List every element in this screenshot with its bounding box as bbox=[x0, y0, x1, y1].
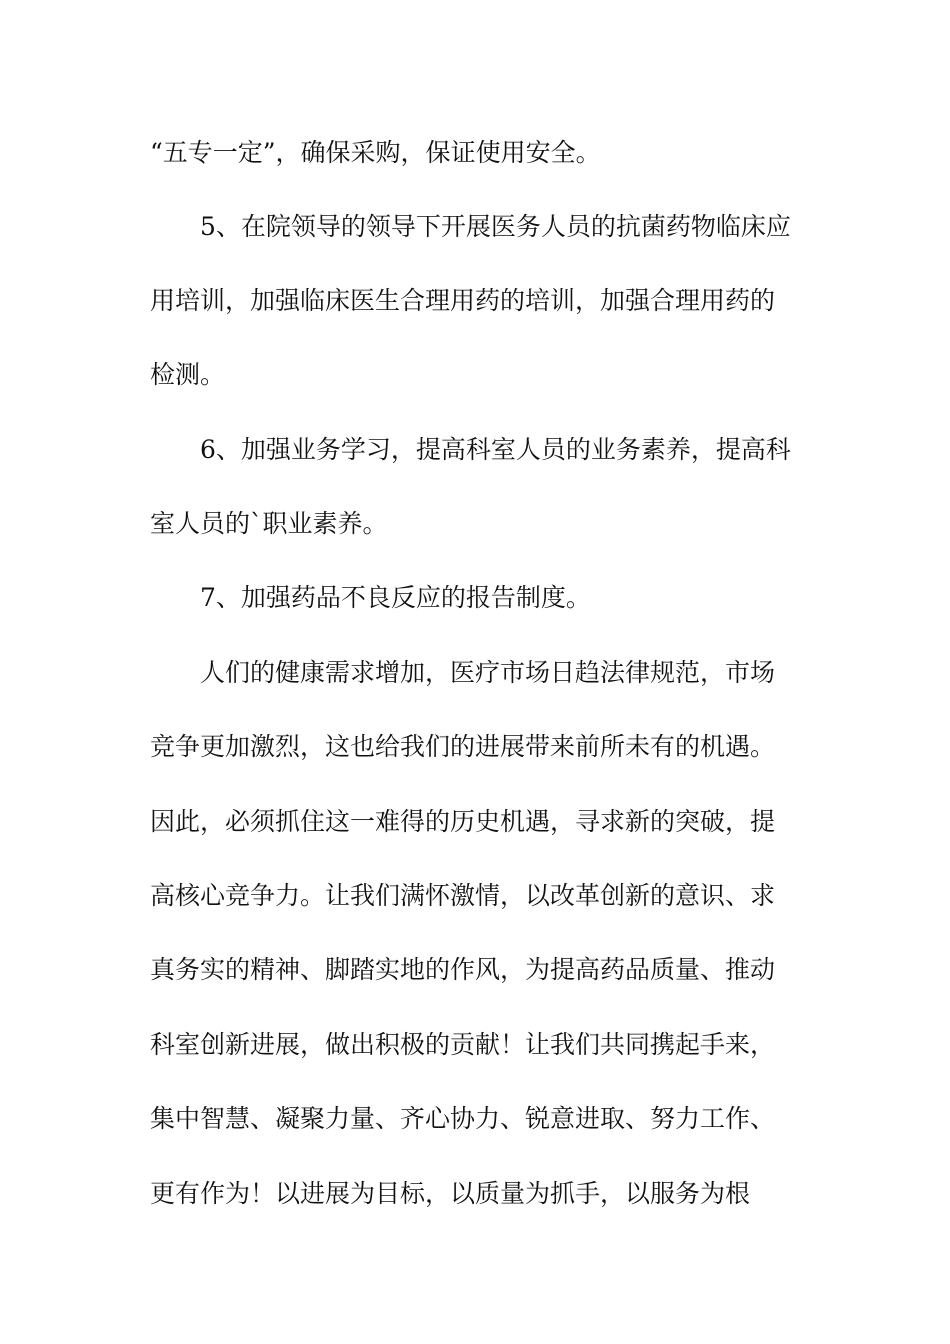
text-line-1: “五专一定”，确保采购，保证使用安全。 bbox=[150, 138, 601, 167]
text-line-11: 高核心竞争力。让我们满怀激情，以改革创新的意识、求 bbox=[150, 881, 776, 910]
text-line-5: 6、加强业务学习，提高科室人员的业务素养，提高科 bbox=[200, 435, 791, 464]
text-line-7: 7、加强药品不良反应的报告制度。 bbox=[200, 583, 591, 612]
text-line-15: 更有作为！以进展为目标，以质量为抓手，以服务为根 bbox=[150, 1179, 751, 1208]
text-line-9: 竞争更加激烈，这也给我们的进展带来前所未有的机遇。 bbox=[150, 732, 776, 761]
text-line-13: 科室创新进展，做出积极的贡献！让我们共同携起手来， bbox=[150, 1030, 776, 1059]
text-line-4: 检测。 bbox=[150, 360, 226, 389]
text-line-12: 真务实的精神、脚踏实地的作风，为提高药品质量、推动 bbox=[150, 955, 776, 984]
text-line-8: 人们的健康需求增加，医疗市场日趋法律规范，市场 bbox=[200, 658, 776, 687]
text-line-10: 因此，必须抓住这一难得的历史机遇，寻求新的突破，提 bbox=[150, 807, 776, 836]
text-line-2: 5、在院领导的领导下开展医务人员的抗菌药物临床应 bbox=[200, 212, 791, 241]
text-line-6: 室人员的`职业素养。 bbox=[150, 509, 388, 538]
text-line-14: 集中智慧、凝聚力量、齐心协力、锐意进取、努力工作、 bbox=[150, 1104, 776, 1133]
text-line-3: 用培训，加强临床医生合理用药的培训，加强合理用药的 bbox=[150, 286, 776, 315]
